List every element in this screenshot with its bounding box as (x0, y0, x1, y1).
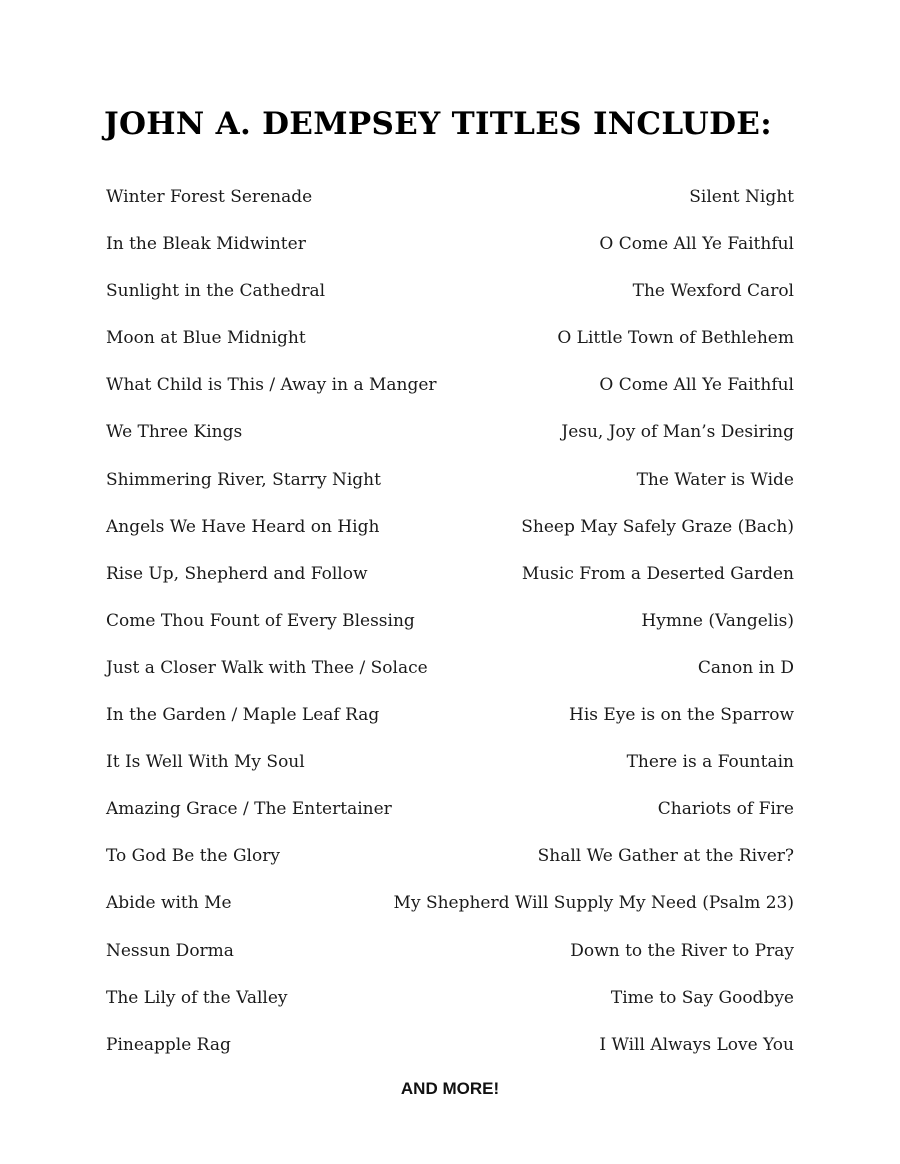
title-left: Just a Closer Walk with Thee / Solace (106, 657, 428, 678)
title-left: Abide with Me (106, 893, 232, 914)
list-item (106, 846, 794, 893)
title-right: Sheep May Safely Graze (Bach) (521, 516, 794, 537)
title-right: There is a Fountain (626, 752, 794, 773)
title-left: The Lily of the Valley (106, 987, 288, 1008)
titles-list (106, 187, 794, 1082)
page-title: JOHN A. DEMPSEY TITLES INCLUDE: (104, 106, 772, 142)
title-right: O Little Town of Bethlehem (557, 328, 794, 349)
title-right: Jesu, Joy of Man’s Desiring (561, 422, 794, 443)
list-item (106, 799, 794, 846)
list-item (106, 611, 794, 658)
title-left: Amazing Grace / The Entertainer (106, 799, 392, 820)
title-left: In the Bleak Midwinter (106, 234, 306, 255)
list-item (106, 328, 794, 375)
title-right: Silent Night (689, 187, 794, 207)
title-left: What Child is This / Away in a Manger (106, 375, 437, 396)
title-right: Time to Say Goodbye (610, 987, 794, 1008)
title-right: The Water is Wide (636, 469, 794, 490)
title-right: I Will Always Love You (599, 1034, 794, 1055)
title-right: Shall We Gather at the River? (537, 846, 794, 867)
title-right: O Come All Ye Faithful (599, 375, 794, 396)
title-left: Nessun Dorma (106, 940, 234, 961)
list-item (106, 470, 794, 517)
list-item (106, 658, 794, 705)
title-right: His Eye is on the Sparrow (569, 705, 794, 726)
title-right: Down to the River to Pray (570, 940, 794, 961)
title-left: Sunlight in the Cathedral (106, 281, 326, 302)
title-left: Pineapple Rag (106, 1034, 231, 1055)
title-left: Winter Forest Serenade (106, 187, 313, 207)
title-right: Hymne (Vangelis) (641, 610, 794, 631)
title-left: It Is Well With My Soul (106, 752, 305, 773)
title-left: Moon at Blue Midnight (106, 328, 306, 349)
list-item (106, 941, 794, 988)
list-item (106, 752, 794, 799)
title-left: We Three Kings (106, 422, 243, 443)
list-item (106, 187, 794, 234)
title-right: Chariots of Fire (657, 799, 794, 820)
title-left: Shimmering River, Starry Night (106, 469, 381, 490)
list-item (106, 988, 794, 1035)
title-left: In the Garden / Maple Leaf Rag (106, 705, 380, 726)
title-left: Come Thou Fount of Every Blessing (106, 610, 415, 631)
list-item (106, 893, 794, 940)
title-left: To God Be the Glory (106, 846, 280, 867)
list-item (106, 375, 794, 422)
and-more-footer: AND MORE! (400, 1079, 500, 1098)
title-right: The Wexford Carol (632, 281, 794, 302)
title-left: Rise Up, Shepherd and Follow (106, 563, 368, 584)
list-item (106, 234, 794, 281)
list-item (106, 1035, 794, 1082)
title-right: Music From a Deserted Garden (521, 563, 794, 584)
title-right: O Come All Ye Faithful (599, 234, 794, 255)
title-left: Angels We Have Heard on High (106, 516, 380, 537)
list-item (106, 705, 794, 752)
title-right: Canon in D (697, 657, 794, 678)
list-item (106, 564, 794, 611)
title-right: My Shepherd Will Supply My Need (Psalm 23) (393, 893, 794, 914)
list-item (106, 281, 794, 328)
list-item (106, 422, 794, 469)
list-item (106, 517, 794, 564)
